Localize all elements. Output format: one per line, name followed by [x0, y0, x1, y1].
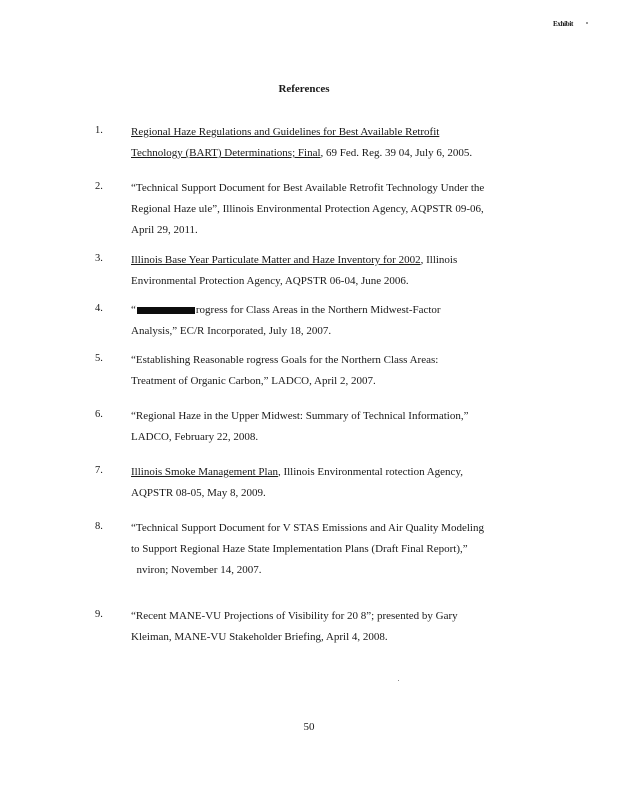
redaction-mark: [137, 307, 195, 314]
reference-text: [131, 178, 521, 241]
reference-number: 2.: [95, 181, 103, 192]
reference-line: “Recent MANE-VU Projections of Visibility for 20 8”; presented by Gary: [131, 610, 458, 622]
reference-line: Treatment of Organic Carbon,” LADCO, April 2, 2007.: [131, 375, 376, 387]
reference-line: “ rogress for Class Areas in the Northern Midwest-Factor: [131, 304, 441, 316]
reference-text: [131, 300, 521, 342]
reference-text: [131, 406, 521, 448]
reference-title-link: Illinois Base Year Particulate Matter and Haze Inventory for 2002: [131, 254, 421, 266]
reference-number: 9.: [95, 609, 103, 620]
reference-text: [131, 250, 521, 292]
reference-line: Illinois Base Year Particulate Matter and Haze Inventory for 2002, Illinois: [131, 254, 458, 266]
reference-number: 6.: [95, 409, 103, 420]
reference-title-link: Technology (BART) Determinations; Final: [131, 147, 321, 159]
reference-number: 1.: [95, 125, 103, 136]
reference-number: 3.: [95, 253, 103, 264]
reference-text: [131, 350, 521, 392]
corner-dot: [586, 22, 588, 24]
reference-line: “Technical Support Document for V STAS Emissions and Air Quality Modeling: [131, 522, 484, 534]
reference-number: 4.: [95, 303, 103, 314]
corner-stamp: Exhibit: [553, 20, 574, 28]
reference-line: LADCO, February 22, 2008.: [131, 431, 259, 443]
reference-line: Analysis,” EC/R Incorporated, July 18, 2007.: [131, 325, 332, 337]
reference-title-link: Illinois Smoke Management Plan: [131, 466, 278, 478]
reference-line: Kleiman, MANE-VU Stakeholder Briefing, April 4, 2008.: [131, 631, 388, 643]
reference-line: Illinois Smoke Management Plan, Illinois Environmental rotection Agency,: [131, 466, 463, 478]
reference-line: Technology (BART) Determinations; Final, 69 Fed. Reg. 39 04, July 6, 2005.: [131, 147, 473, 159]
reference-line: Regional Haze ule”, Illinois Environmental Protection Agency, AQPSTR 09-06,: [131, 203, 484, 215]
reference-line: “Technical Support Document for Best Available Retrofit Technology Under the: [131, 182, 485, 194]
scan-speck: [398, 680, 399, 681]
reference-line: [131, 122, 521, 143]
reference-text: [131, 606, 521, 648]
reference-text: [131, 518, 521, 581]
reference-line: April 29, 2011.: [131, 224, 198, 236]
reference-number: 5.: [95, 353, 103, 364]
reference-line: “Regional Haze in the Upper Midwest: Summary of Technical Information,”: [131, 410, 469, 422]
reference-line: nviron; November 14, 2007.: [131, 564, 262, 576]
reference-number: 8.: [95, 521, 103, 532]
reference-number: 7.: [95, 465, 103, 476]
reference-line: AQPSTR 08-05, May 8, 2009.: [131, 487, 266, 499]
reference-line: to Support Regional Haze State Implementation Plans (Draft Final Report),”: [131, 543, 468, 555]
reference-line: Environmental Protection Agency, AQPSTR 06-04, June 2006.: [131, 275, 409, 287]
reference-text: [131, 462, 521, 504]
reference-line: “Establishing Reasonable rogress Goals for the Northern Class Areas:: [131, 354, 439, 366]
reference-title-link: Regional Haze Regulations and Guidelines for Best Available Retrofit: [131, 126, 440, 138]
reference-text: [131, 122, 521, 164]
page-number: 50: [303, 721, 315, 733]
page-title: References: [278, 83, 330, 95]
